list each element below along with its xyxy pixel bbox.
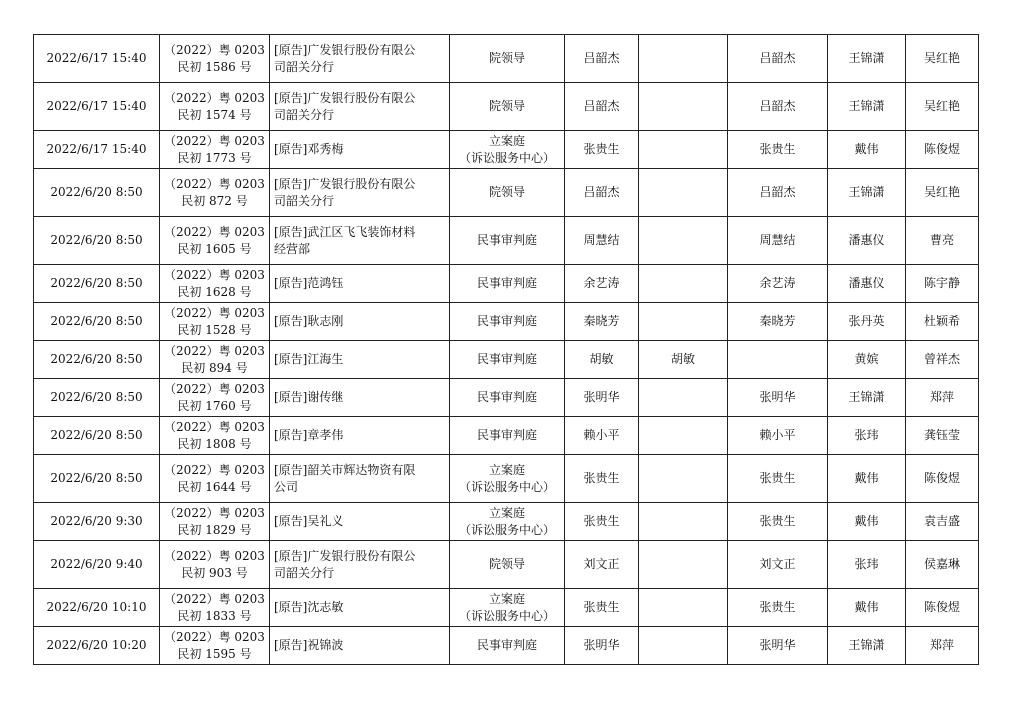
hearing-time-cell [34, 35, 160, 83]
presiding-cell [728, 303, 828, 341]
member-name: 陈俊煜 [923, 600, 960, 614]
department-line: 民事审判庭 [476, 233, 537, 247]
judge-cell [565, 217, 639, 265]
hearing-time: 2022/6/20 8:50 [50, 185, 143, 199]
party-cell [270, 169, 450, 217]
party-cell [270, 503, 450, 541]
case-number-line: 民初 1644 号 [177, 479, 252, 494]
presiding-name: 周慧结 [759, 233, 796, 247]
presiding-name: 余艺涛 [759, 276, 796, 290]
party-line: 司韶关分行 [274, 59, 335, 74]
party-line: [原告]武江区飞飞装饰材料 [274, 224, 416, 239]
clerk-cell [828, 35, 906, 83]
party-cell [270, 627, 450, 665]
judge-name: 张贵生 [583, 514, 620, 528]
presiding-name: 刘文正 [759, 557, 796, 571]
department-cell [450, 217, 565, 265]
member-cell [906, 83, 979, 131]
presiding-cell [728, 169, 828, 217]
party-line: [原告]广发银行股份有限公 [274, 90, 416, 105]
member-name: 曾祥杰 [923, 352, 960, 366]
hearing-time: 2022/6/17 15:40 [46, 51, 147, 65]
member-cell [906, 265, 979, 303]
judge-cell [565, 503, 639, 541]
judge-name: 赖小平 [583, 428, 620, 442]
party-cell [270, 83, 450, 131]
case-number-cell [160, 217, 270, 265]
extra-judge-cell [639, 217, 728, 265]
member-name: 袁吉盛 [923, 514, 960, 528]
clerk-cell [828, 83, 906, 131]
presiding-name: 张明华 [759, 390, 796, 404]
hearing-time-cell [34, 341, 160, 379]
extra-judge-cell [639, 341, 728, 379]
table-row [34, 589, 979, 627]
party-line: [原告]广发银行股份有限公 [274, 548, 416, 563]
extra-judge-cell [639, 131, 728, 169]
party-line: [原告]沈志敏 [274, 600, 344, 614]
case-number-line: 民初 1808 号 [177, 436, 252, 451]
member-cell [906, 169, 979, 217]
presiding-cell [728, 379, 828, 417]
extra-judge-cell [639, 455, 728, 503]
judge-name: 秦晓芳 [583, 314, 620, 328]
hearing-time-cell [34, 303, 160, 341]
extra-judge-cell [639, 379, 728, 417]
hearing-time-cell [34, 627, 160, 665]
table-row [34, 131, 979, 169]
clerk-name: 王锦潇 [848, 99, 885, 113]
presiding-cell [728, 541, 828, 589]
case-number-cell [160, 35, 270, 83]
member-cell [906, 417, 979, 455]
party-line: [原告]广发银行股份有限公 [274, 42, 416, 57]
table-body [34, 35, 979, 665]
department-line: 立案庭 [488, 591, 525, 606]
extra-judge-cell [639, 417, 728, 455]
department-line: 立案庭 [488, 133, 525, 148]
presiding-cell [728, 455, 828, 503]
table-row [34, 503, 979, 541]
extra-judge-cell [639, 169, 728, 217]
party-cell [270, 589, 450, 627]
member-name: 郑萍 [929, 638, 954, 652]
hearing-time: 2022/6/20 8:50 [50, 390, 143, 404]
department-line: （诉讼服务中心） [458, 608, 555, 623]
extra-judge-cell [639, 265, 728, 303]
department-cell [450, 455, 565, 503]
party-line: 司韶关分行 [274, 565, 335, 580]
case-number-line: （2022）粤 0203 [164, 419, 265, 434]
table-row [34, 417, 979, 455]
presiding-name: 张贵生 [759, 142, 796, 156]
department-cell [450, 541, 565, 589]
case-number-line: 民初 1760 号 [177, 398, 252, 413]
presiding-name: 吕韶杰 [759, 99, 796, 113]
judge-cell [565, 541, 639, 589]
presiding-cell [728, 35, 828, 83]
hearing-time-cell [34, 169, 160, 217]
party-line: [原告]江海生 [274, 352, 344, 366]
department-cell [450, 379, 565, 417]
case-number-line: （2022）粤 0203 [164, 548, 265, 563]
member-name: 陈俊煜 [923, 471, 960, 485]
case-number-cell [160, 265, 270, 303]
judge-name: 余艺涛 [583, 276, 620, 290]
party-cell [270, 35, 450, 83]
case-number-cell [160, 169, 270, 217]
member-cell [906, 627, 979, 665]
hearing-time-cell [34, 503, 160, 541]
clerk-name: 黄嫔 [854, 352, 879, 366]
case-number-line: （2022）粤 0203 [164, 343, 265, 358]
case-number-line: 民初 1773 号 [177, 150, 252, 165]
case-number-line: 民初 1829 号 [177, 522, 252, 537]
case-number-line: 民初 1605 号 [177, 241, 252, 256]
clerk-name: 戴伟 [854, 514, 879, 528]
presiding-cell [728, 589, 828, 627]
judge-name: 吕韶杰 [583, 185, 620, 199]
department-line: 院领导 [488, 557, 525, 571]
presiding-cell [728, 417, 828, 455]
case-number-line: （2022）粤 0203 [164, 505, 265, 520]
party-line: [原告]章孝伟 [274, 428, 344, 442]
department-line: 立案庭 [488, 462, 525, 477]
department-line: 民事审判庭 [476, 390, 537, 404]
member-name: 郑萍 [929, 390, 954, 404]
department-cell [450, 303, 565, 341]
party-line: [原告]邓秀梅 [274, 142, 344, 156]
presiding-cell [728, 131, 828, 169]
case-number-line: 民初 903 号 [181, 565, 248, 580]
party-cell [270, 341, 450, 379]
judge-cell [565, 35, 639, 83]
party-line: 司韶关分行 [274, 107, 335, 122]
case-number-line: （2022）粤 0203 [164, 42, 265, 57]
case-number-cell [160, 379, 270, 417]
hearing-schedule-table [33, 34, 979, 665]
clerk-cell [828, 265, 906, 303]
department-line: 院领导 [488, 185, 525, 199]
case-number-line: 民初 1528 号 [177, 322, 252, 337]
hearing-time: 2022/6/20 8:50 [50, 428, 143, 442]
judge-cell [565, 169, 639, 217]
clerk-cell [828, 217, 906, 265]
extra-judge-cell [639, 627, 728, 665]
extra-judge-cell [639, 503, 728, 541]
member-cell [906, 303, 979, 341]
table-row [34, 341, 979, 379]
judge-name: 吕韶杰 [583, 99, 620, 113]
member-cell [906, 131, 979, 169]
department-cell [450, 503, 565, 541]
table-row [34, 265, 979, 303]
case-number-line: （2022）粤 0203 [164, 305, 265, 320]
member-name: 陈俊煜 [923, 142, 960, 156]
party-line: [原告]广发银行股份有限公 [274, 176, 416, 191]
hearing-time-cell [34, 455, 160, 503]
party-cell [270, 217, 450, 265]
judge-cell [565, 265, 639, 303]
member-cell [906, 541, 979, 589]
judge-cell [565, 131, 639, 169]
member-name: 吴红艳 [923, 185, 960, 199]
hearing-time-cell [34, 217, 160, 265]
department-cell [450, 35, 565, 83]
department-cell [450, 589, 565, 627]
extra-judge-cell [639, 303, 728, 341]
extra-judge-cell [639, 541, 728, 589]
member-name: 吴红艳 [923, 51, 960, 65]
department-line: 民事审判庭 [476, 428, 537, 442]
judge-cell [565, 589, 639, 627]
member-cell [906, 217, 979, 265]
table-row [34, 169, 979, 217]
clerk-cell [828, 503, 906, 541]
case-number-cell [160, 303, 270, 341]
party-cell [270, 131, 450, 169]
presiding-cell [728, 83, 828, 131]
hearing-time: 2022/6/20 10:20 [46, 638, 147, 652]
judge-name: 周慧结 [583, 233, 620, 247]
clerk-name: 潘惠仪 [848, 233, 885, 247]
case-number-line: （2022）粤 0203 [164, 462, 265, 477]
case-number-line: （2022）粤 0203 [164, 381, 265, 396]
table-row [34, 541, 979, 589]
presiding-cell [728, 341, 828, 379]
department-cell [450, 169, 565, 217]
hearing-time-cell [34, 589, 160, 627]
presiding-cell [728, 627, 828, 665]
clerk-name: 戴伟 [854, 600, 879, 614]
case-number-line: 民初 1574 号 [177, 107, 252, 122]
case-number-line: 民初 1595 号 [177, 646, 252, 661]
party-line: [原告]吴礼义 [274, 514, 344, 528]
clerk-cell [828, 417, 906, 455]
case-number-line: （2022）粤 0203 [164, 629, 265, 644]
member-cell [906, 379, 979, 417]
presiding-name: 赖小平 [759, 428, 796, 442]
presiding-name: 秦晓芳 [759, 314, 796, 328]
hearing-time: 2022/6/20 10:10 [46, 600, 147, 614]
table-row [34, 303, 979, 341]
department-line: 民事审判庭 [476, 276, 537, 290]
hearing-time-cell [34, 379, 160, 417]
table-row [34, 83, 979, 131]
judge-cell [565, 455, 639, 503]
member-cell [906, 503, 979, 541]
hearing-time: 2022/6/17 15:40 [46, 99, 147, 113]
party-line: [原告]范鸿钰 [274, 276, 344, 290]
case-number-line: （2022）粤 0203 [164, 133, 265, 148]
department-line: 院领导 [488, 99, 525, 113]
clerk-name: 潘惠仪 [848, 276, 885, 290]
case-number-line: 民初 1833 号 [177, 608, 252, 623]
judge-name: 张贵生 [583, 600, 620, 614]
clerk-name: 戴伟 [854, 142, 879, 156]
department-line: 立案庭 [488, 505, 525, 520]
clerk-cell [828, 627, 906, 665]
party-line: [原告]祝锦波 [274, 638, 344, 652]
case-number-cell [160, 417, 270, 455]
hearing-time-cell [34, 131, 160, 169]
judge-cell [565, 417, 639, 455]
clerk-name: 王锦潇 [848, 638, 885, 652]
clerk-cell [828, 541, 906, 589]
department-cell [450, 131, 565, 169]
clerk-name: 王锦潇 [848, 185, 885, 199]
party-cell [270, 265, 450, 303]
presiding-name: 张明华 [759, 638, 796, 652]
judge-name: 张明华 [583, 390, 620, 404]
clerk-name: 王锦潇 [848, 390, 885, 404]
clerk-cell [828, 379, 906, 417]
clerk-cell [828, 589, 906, 627]
judge-cell [565, 83, 639, 131]
judge-name: 胡敏 [589, 352, 614, 366]
member-cell [906, 589, 979, 627]
hearing-time: 2022/6/20 9:40 [50, 557, 143, 571]
member-name: 吴红艳 [923, 99, 960, 113]
presiding-name: 吕韶杰 [759, 185, 796, 199]
clerk-cell [828, 131, 906, 169]
judge-name: 张明华 [583, 638, 620, 652]
case-number-cell [160, 83, 270, 131]
presiding-name: 张贵生 [759, 471, 796, 485]
party-line: [原告]谢传继 [274, 390, 344, 404]
judge-name: 张贵生 [583, 471, 620, 485]
table-row [34, 35, 979, 83]
case-number-cell [160, 503, 270, 541]
judge-cell [565, 627, 639, 665]
case-number-cell [160, 589, 270, 627]
case-number-cell [160, 341, 270, 379]
case-number-cell [160, 627, 270, 665]
party-cell [270, 417, 450, 455]
department-line: 院领导 [488, 51, 525, 65]
clerk-cell [828, 455, 906, 503]
hearing-time: 2022/6/20 8:50 [50, 276, 143, 290]
department-cell [450, 341, 565, 379]
judge-cell [565, 379, 639, 417]
case-number-line: 民初 894 号 [181, 360, 248, 375]
hearing-time-cell [34, 417, 160, 455]
extra-judge-cell [639, 35, 728, 83]
member-cell [906, 455, 979, 503]
presiding-cell [728, 503, 828, 541]
table-row [34, 627, 979, 665]
extra-judge-name: 胡敏 [670, 352, 695, 366]
clerk-name: 戴伟 [854, 471, 879, 485]
extra-judge-cell [639, 589, 728, 627]
case-number-cell [160, 455, 270, 503]
member-name: 龚钰莹 [923, 428, 960, 442]
case-number-line: 民初 872 号 [181, 193, 248, 208]
department-line: （诉讼服务中心） [458, 522, 555, 537]
case-number-cell [160, 131, 270, 169]
party-cell [270, 303, 450, 341]
party-cell [270, 379, 450, 417]
presiding-name: 吕韶杰 [759, 51, 796, 65]
hearing-time-cell [34, 265, 160, 303]
hearing-time: 2022/6/20 8:50 [50, 314, 143, 328]
hearing-time-cell [34, 541, 160, 589]
party-cell [270, 541, 450, 589]
case-number-cell [160, 541, 270, 589]
department-cell [450, 417, 565, 455]
clerk-name: 张玮 [854, 557, 879, 571]
department-cell [450, 627, 565, 665]
case-number-line: （2022）粤 0203 [164, 267, 265, 282]
member-name: 曹亮 [929, 233, 954, 247]
judge-name: 张贵生 [583, 142, 620, 156]
case-number-line: （2022）粤 0203 [164, 90, 265, 105]
clerk-name: 张玮 [854, 428, 879, 442]
case-number-line: 民初 1586 号 [177, 59, 252, 74]
extra-judge-cell [639, 83, 728, 131]
case-number-line: （2022）粤 0203 [164, 176, 265, 191]
department-line: 民事审判庭 [476, 638, 537, 652]
hearing-time: 2022/6/17 15:40 [46, 142, 147, 156]
case-number-line: （2022）粤 0203 [164, 224, 265, 239]
member-name: 陈宇静 [923, 276, 960, 290]
party-line: 公司 [274, 479, 299, 494]
member-cell [906, 341, 979, 379]
member-cell [906, 35, 979, 83]
judge-cell [565, 303, 639, 341]
party-line: [原告]韶关市辉达物资有限 [274, 462, 416, 477]
hearing-time: 2022/6/20 8:50 [50, 471, 143, 485]
case-number-line: 民初 1628 号 [177, 284, 252, 299]
hearing-time: 2022/6/20 8:50 [50, 352, 143, 366]
member-name: 杜颖希 [923, 314, 960, 328]
department-line: 民事审判庭 [476, 352, 537, 366]
party-cell [270, 455, 450, 503]
judge-cell [565, 341, 639, 379]
presiding-cell [728, 217, 828, 265]
table-row [34, 455, 979, 503]
party-line: 经营部 [274, 241, 311, 256]
department-line: （诉讼服务中心） [458, 479, 555, 494]
presiding-name: 张贵生 [759, 600, 796, 614]
table-row [34, 379, 979, 417]
case-number-line: （2022）粤 0203 [164, 591, 265, 606]
hearing-time: 2022/6/20 8:50 [50, 233, 143, 247]
hearing-time: 2022/6/20 9:30 [50, 514, 143, 528]
judge-name: 吕韶杰 [583, 51, 620, 65]
presiding-cell [728, 265, 828, 303]
member-name: 侯嘉琳 [923, 557, 960, 571]
hearing-time-cell [34, 83, 160, 131]
judge-name: 刘文正 [583, 557, 620, 571]
clerk-cell [828, 341, 906, 379]
department-line: （诉讼服务中心） [458, 150, 555, 165]
clerk-cell [828, 169, 906, 217]
presiding-name: 张贵生 [759, 514, 796, 528]
table-row [34, 217, 979, 265]
department-cell [450, 83, 565, 131]
party-line: [原告]耿志刚 [274, 314, 344, 328]
department-cell [450, 265, 565, 303]
department-line: 民事审判庭 [476, 314, 537, 328]
clerk-name: 王锦潇 [848, 51, 885, 65]
clerk-name: 张丹英 [848, 314, 885, 328]
party-line: 司韶关分行 [274, 193, 335, 208]
clerk-cell [828, 303, 906, 341]
